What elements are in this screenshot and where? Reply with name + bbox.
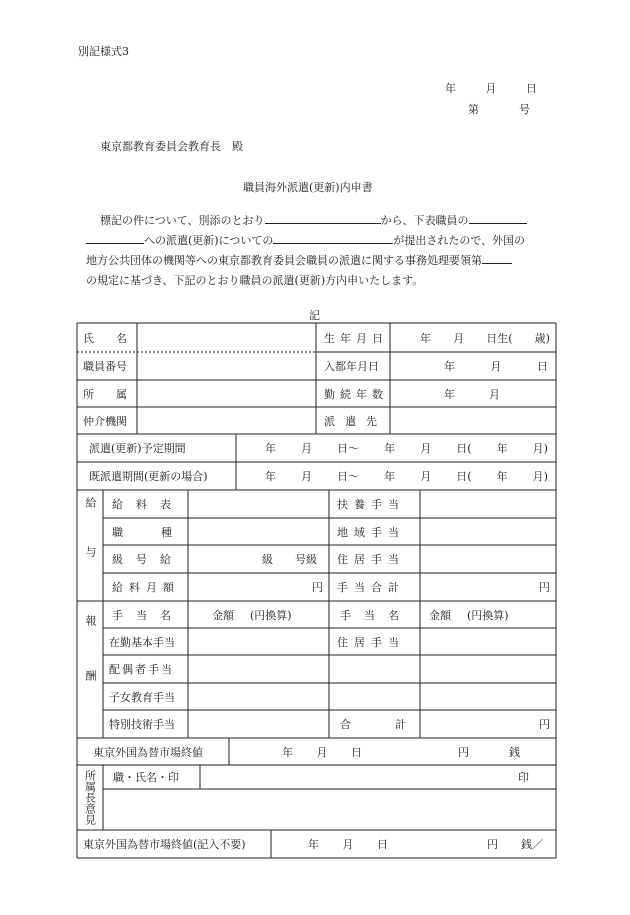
job-type-label: 職種 [112,525,210,539]
number-prefix: 第 [468,103,479,116]
housing-allowance-field[interactable] [421,546,555,572]
ps-dur-month: 月) [532,442,548,455]
affiliation-field[interactable] [138,381,315,406]
ki-label: 記 [309,309,320,322]
birth-date-label: 生年月日 [324,331,388,345]
reward-name-header-right: 手当名 [340,608,412,622]
employee-no-field[interactable] [138,353,315,379]
pe-from-year: 年 [265,470,276,483]
regional-allowance-field[interactable] [421,519,555,544]
fx2-sen: 銭／ [521,838,543,851]
fx-rate-date-2[interactable] [308,830,388,858]
name-label-text: 氏名 [83,331,149,345]
allowance-total-label: 手当合計 [337,581,405,594]
employee-no-label: 職員番号 [83,360,127,373]
seal-mark: 印 [518,771,529,784]
fx2-year: 年 [308,838,319,851]
birth-date-value[interactable] [420,323,550,352]
fx-rate-label-2: 東京外国為替市場終値(記入不要) [83,838,246,851]
fx-month: 月 [316,745,328,759]
body-line-1-b: から、下表職員の [380,214,469,227]
hire-day: 日 [537,360,548,373]
child-education-allowance-label: 子女教育手当 [109,690,175,704]
ps-from-month: 月 [301,442,313,455]
hire-year: 年 [444,360,455,373]
reward-amount-header-right [429,601,555,628]
birth-day: 日生( [486,331,513,345]
ps-from-year: 年 [265,442,276,455]
dependent-allowance-field[interactable] [421,491,555,517]
reward-section-label [77,601,103,738]
period-existing-label: 既派遣期間(更新の場合) [89,470,208,483]
grade-step-label: 級号給 [112,553,184,566]
fx2-month: 月 [342,838,354,851]
fx2-yen: 円 [487,838,498,851]
ps-to-year: 年 [384,442,396,455]
ps-to-month: 月 [420,442,432,455]
affiliation-label: 所属 [83,387,149,401]
pe-to-month: 月 [420,470,432,483]
opinion-signature-field[interactable] [201,766,555,788]
fx-day: 日 [351,745,362,759]
period-scheduled-value[interactable] [265,434,548,462]
destination-field[interactable] [391,408,555,433]
converted-header-left: (円換算) [250,608,292,622]
spouse-allowance-label: 配偶者手当 [109,663,174,676]
regional-allowance-label: 地域手当 [337,525,405,539]
allowance-total-value[interactable]: 円 [539,581,550,594]
child-education-allowance-field[interactable] [189,684,328,709]
body-line-2-b: が提出されたので、外国の [393,234,526,247]
base-allowance-label: 在勤基本手当 [109,635,175,649]
pe-to-day: 日( [456,470,472,483]
fx-rate-label: 東京外国為替市場終値 [93,745,203,759]
pe-from-month: 月 [301,470,313,483]
name-label [83,323,149,352]
ps-dur-year: 年 [496,442,508,455]
pe-dur-month: 月) [532,470,548,483]
salary-section-label [77,490,103,601]
period-existing-value[interactable] [265,462,548,490]
period-scheduled-label: 派遣(更新)予定期間 [89,442,186,455]
pe-from-day: 日～ [337,470,360,483]
monthly-salary-label: 給料月額 [112,581,180,594]
reward-amount-header-left [212,601,328,628]
hire-date-label: 入都年月日 [324,360,379,373]
amount-header-right: 金額 [429,608,451,622]
service-years-label: 勤続年数 [324,387,388,401]
addressee: 東京都教育委員会教育長 殿 [100,140,243,153]
service-year: 年 [444,387,455,401]
service-month: 月 [489,387,500,401]
monthly-salary-value[interactable]: 円 [312,581,323,594]
date-year-label: 年 [445,82,456,95]
agency-field[interactable] [138,408,315,433]
special-tech-allowance-label: 特別技術手当 [109,718,175,731]
amount-header-left: 金額 [212,608,234,622]
fx-rate-date[interactable] [282,738,362,765]
special-tech-allowance-field[interactable] [189,711,328,737]
service-years-value[interactable] [444,380,500,407]
grade-step-value[interactable]: 級 号級 [262,553,317,566]
opinion-label-text: 所属長意見 [83,770,97,825]
opinion-text-field[interactable] [104,790,555,829]
fx-rate-value-2[interactable] [487,830,543,858]
reward-housing-allowance-field[interactable] [421,629,555,654]
body-line-3-text: 地方公共団体の機関等への東京都教育委員会職員の派遣に関する事務処理要領第 [86,254,482,267]
birth-age: 歳) [534,331,550,345]
pe-dur-year: 年 [496,470,508,483]
birth-year: 年 [420,331,431,345]
converted-header-right: (円換算) [467,608,509,622]
body-line-1-a: 標記の件について、別添のとおり [100,214,265,227]
reward-total-label: 合計 [340,718,450,731]
name-field[interactable] [138,324,315,351]
housing-allowance-label: 住居手当 [337,553,405,566]
opinion-label [77,765,103,830]
ps-from-day: 日～ [337,442,360,455]
spouse-allowance-field[interactable] [189,656,328,682]
ps-to-day: 日( [456,442,472,455]
job-type-field[interactable] [189,519,328,544]
reward-name-header-left: 手当名 [112,608,184,622]
salary-table-field[interactable] [189,491,328,517]
fx-rate-value[interactable] [458,738,520,765]
reward-total-value[interactable]: 円 [539,718,550,731]
agency-label: 仲介機関 [83,414,127,428]
dependent-allowance-label: 扶養手当 [337,498,405,511]
body-line-4: の規定に基づき、下記のとおり職員の派遣(更新)方内申いたします。 [86,274,424,287]
salary-section-text: 給与 [84,496,97,595]
reward-housing-allowance-label: 住居手当 [337,635,405,649]
destination-label: 派遣先 [324,414,387,428]
hire-month: 月 [490,360,502,373]
opinion-signature-label: 職・氏名・印 [113,771,179,784]
fx2-day: 日 [377,838,388,851]
pe-to-year: 年 [384,470,396,483]
number-suffix: 号 [519,103,530,116]
reward-section-text: 報酬 [84,614,97,725]
fx-yen: 円 [458,745,469,759]
base-allowance-field[interactable] [189,629,328,654]
date-month-label: 月 [485,82,497,95]
form-number: 別記様式3 [78,45,129,58]
document-title: 職員海外派遣(更新)内申書 [243,181,373,194]
salary-table-label: 給料表 [112,498,184,511]
fx-year: 年 [282,745,293,759]
date-day-label: 日 [526,82,537,95]
fx-sen: 銭 [509,745,520,759]
body-line-2-a: への派遣(更新)についての [144,234,274,247]
hire-date-value[interactable] [444,352,548,380]
birth-month: 月 [453,331,465,345]
